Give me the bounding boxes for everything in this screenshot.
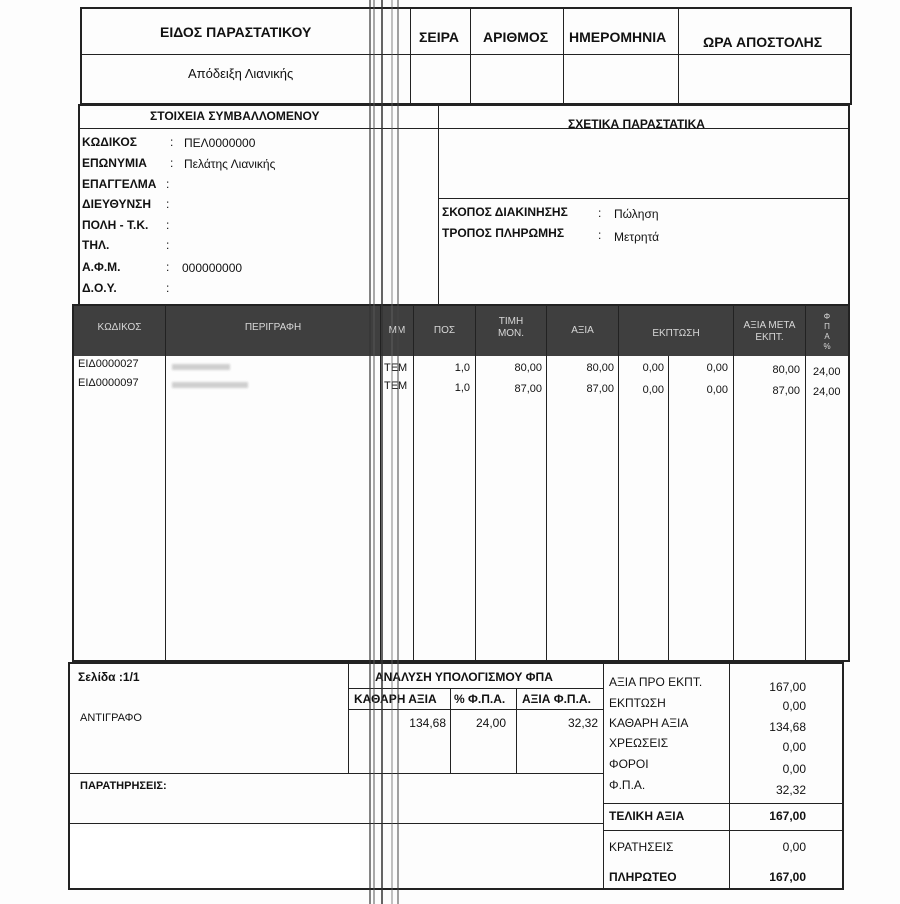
vat-amount-heading: ΑΞΙΑ Φ.Π.Α. <box>522 692 591 706</box>
invoice-page: ΕΙΔΟΣ ΠΑΡΑΣΤΑΤΙΚΟΥ ΣΕΙΡΑ ΑΡΙΘΜΟΣ ΗΜΕΡΟΜΗΝΙΑ ΩΡΑ ΑΠΟΣΤΟΛΗΣ Απόδειξη Λιανικής ΣΤΟΙΧΕΙΑ ΣΥΜΒΑΛΛΟΜΕΝΟΥ ΣΧΕΤΙΚΑ ΠΑΡΑΣΤΑΤΙΚΑ ΚΩΔΙΚΟΣ : ΠΕΛ0000000 ΕΠΩΝΥΜΙΑ : Πελάτης Λιανικής ΕΠΑΓΓΕΛΜΑ : ΔΙΕΥΘΥΝΣΗ : ΠΟΛΗ - Τ.Κ. : ΤΗΛ. : Α.Φ.Μ. : 000000000 Δ.Ο.Υ. : ΣΚΟΠΟΣ ΔΙΑΚΙΝΗΣΗΣ : Πώληση ΤΡΟΠΟΣ ΠΛΗΡΩΜΗΣ : Μετρητά ΚΩΔΙΚΟΣ ΠΕΡΙΓΡΑΦΗ ΜΜ ΠΟΣ ΤΙΜΗ ΜΟΝ. ΑΞΙΑ ΕΚΠΤΩΣΗ ΑΞΙΑ ΜΕΤΑ ΕΚΠΤ. Φ Π Α % ΕΙΔ0000027 ΤΕΜ 1,0 80,00 80,00 0,00 0,00 80,00 24,00 ΕΙΔ0000097 ΤΕΜ 1,0 87,00 87,00 0,00 0,00 87,00 24,00 Σελίδα :1/1 ΑΝΤΙΓΡΑΦΟ ΠΑΡΑΤΗΡΗΣΕΙΣ: ΑΝΑΛΥΣΗ ΥΠΟΛΟΓΙΣΜΟΥ ΦΠΑ ΚΑΘΑΡΗ ΑΞΙΑ % Φ.Π.Α. ΑΞΙΑ Φ.Π.Α. 134,68 24,00 32,32 ΑΞΙΑ ΠΡΟ ΕΚΠΤ. 167,00 ΕΚΠΤΩΣΗ 0,00 ΚΑΘΑΡΗ ΑΞΙΑ 134,68 ΧΡΕΩΣΕΙΣ 0,00 ΦΟΡΟΙ 0,00 Φ.Π.Α. 32,32 ΤΕΛΙΚΗ ΑΞΙΑ 167,00 ΚΡΑΤΗΣΕΙΣ 0,00 ΠΛΗΡΩΤΕΟ 167,00 <box>0 0 900 904</box>
row2-code: ΕΙΔ0000097 <box>78 377 139 389</box>
col-discount: ΕΚΠΤΩΣΗ <box>652 328 700 339</box>
summary-value-vat: 32,32 <box>775 783 806 797</box>
col-vat: Φ Π Α % <box>823 312 831 351</box>
summary-value-payable: 167,00 <box>769 870 806 884</box>
party-code-label: ΚΩΔΙΚΟΣ <box>82 135 137 149</box>
summary-label-total: ΤΕΛΙΚΗ ΑΞΙΑ <box>609 809 685 823</box>
row1-unit-price: 80,00 <box>514 362 542 374</box>
notes-label: ΠΑΡΑΤΗΡΗΣΕΙΣ: <box>80 780 167 792</box>
doc-type-heading: ΕΙΔΟΣ ΠΑΡΑΣΤΑΤΙΚΟΥ <box>160 24 312 40</box>
series-heading: ΣΕΙΡΑ <box>419 29 460 45</box>
row2-qty: 1,0 <box>454 382 470 394</box>
row2-unit: ΤΕΜ <box>384 380 408 392</box>
col-value: ΑΞΙΑ <box>571 325 594 336</box>
party-tax-office-label: Δ.Ο.Υ. <box>82 281 117 295</box>
summary-label-withholdings: ΚΡΑΤΗΣΕΙΣ <box>609 840 674 854</box>
copy-label: ΑΝΤΙΓΡΑΦΟ <box>80 712 142 724</box>
party-tax-id-value: 000000000 <box>182 261 243 275</box>
vat-net-value: 134,68 <box>409 716 446 730</box>
vat-amount: 32,32 <box>567 716 598 730</box>
summary-label-charges: ΧΡΕΩΣΕΙΣ <box>609 736 669 750</box>
movement-purpose-value: Πώληση <box>614 207 659 221</box>
row1-discount-pct: 0,00 <box>642 362 664 374</box>
summary-label-net: ΚΑΘΑΡΗ ΑΞΙΑ <box>609 716 689 730</box>
row2-discount-pct: 0,00 <box>642 384 664 396</box>
col-code: ΚΩΔΙΚΟΣ <box>97 322 142 333</box>
summary-value-charges: 0,00 <box>782 740 806 754</box>
col-value-after-discount: ΑΞΙΑ ΜΕΤΑ ΕΚΠΤ. <box>743 320 796 343</box>
summary-label-taxes: ΦΟΡΟΙ <box>609 757 649 771</box>
payment-method-label: ΤΡΟΠΟΣ ΠΛΗΡΩΜΗΣ <box>442 226 565 240</box>
row2-net-value: 87,00 <box>772 385 800 397</box>
summary-value-gross: 167,00 <box>769 680 806 694</box>
vat-net-value-heading: ΚΑΘΑΡΗ ΑΞΙΑ <box>354 692 437 706</box>
party-profession-label: ΕΠΑΓΓΕΛΜΑ <box>82 177 157 191</box>
row1-unit: ΤΕΜ <box>384 362 408 374</box>
vat-rate-heading: % Φ.Π.Α. <box>454 692 506 706</box>
party-address-label: ΔΙΕΥΘΥΝΣΗ <box>82 197 152 211</box>
vat-rate: 24,00 <box>475 716 506 730</box>
summary-label-vat: Φ.Π.Α. <box>609 778 646 792</box>
row1-net-value: 80,00 <box>772 364 800 376</box>
party-tax-id-label: Α.Φ.Μ. <box>82 260 121 274</box>
summary-value-taxes: 0,00 <box>782 762 806 776</box>
row2-discount: 0,00 <box>706 384 728 396</box>
party-heading: ΣΤΟΙΧΕΙΑ ΣΥΜΒΑΛΛΟΜΕΝΟΥ <box>150 109 320 123</box>
summary-value-net: 134,68 <box>769 720 806 734</box>
date-heading: ΗΜΕΡΟΜΗΝΙΑ <box>569 29 667 45</box>
party-phone-label: ΤΗΛ. <box>82 238 110 252</box>
movement-purpose-label: ΣΚΟΠΟΣ ΔΙΑΚΙΝΗΣΗΣ <box>442 205 568 219</box>
col-qty: ΠΟΣ <box>433 325 456 336</box>
related-docs-heading: ΣΧΕΤΙΚΑ ΠΑΡΑΣΤΑΤΙΚΑ <box>568 117 705 131</box>
summary-label-gross: ΑΞΙΑ ΠΡΟ ΕΚΠΤ. <box>609 675 703 689</box>
summary-label-discount: ΕΚΠΤΩΣΗ <box>609 696 666 710</box>
row1-value: 80,00 <box>586 362 614 374</box>
party-code-sep: : <box>170 135 174 149</box>
row2-value: 87,00 <box>586 383 614 395</box>
number-heading: ΑΡΙΘΜΟΣ <box>483 29 549 45</box>
row1-qty: 1,0 <box>454 362 470 374</box>
col-unit-price: ΤΙΜΗ ΜΟΝ. <box>497 316 525 339</box>
row1-discount: 0,00 <box>706 362 728 374</box>
row1-code: ΕΙΔ0000027 <box>78 358 139 370</box>
party-code-value: ΠΕΛ0000000 <box>184 136 256 150</box>
col-description: ΠΕΡΙΓΡΑΦΗ <box>244 322 302 333</box>
party-city-zip-label: ΠΟΛΗ - Τ.Κ. <box>82 218 149 232</box>
summary-label-payable: ΠΛΗΡΩΤΕΟ <box>609 870 677 884</box>
row1-vat: 24,00 <box>813 366 841 378</box>
row2-vat: 24,00 <box>813 386 841 398</box>
row2-unit-price: 87,00 <box>514 383 542 395</box>
summary-value-total: 167,00 <box>769 809 806 823</box>
doc-type-value: Απόδειξη Λιανικής <box>188 66 294 81</box>
summary-value-withholdings: 0,00 <box>782 840 806 854</box>
party-name-label: ΕΠΩΝΥΜΙΑ <box>82 156 147 170</box>
page-indicator: Σελίδα :1/1 <box>78 670 140 684</box>
vat-analysis-heading: ΑΝΑΛΥΣΗ ΥΠΟΛΟΓΙΣΜΟΥ ΦΠΑ <box>375 670 553 684</box>
summary-value-discount: 0,00 <box>782 699 806 713</box>
col-unit: ΜΜ <box>388 325 406 336</box>
party-name-value: Πελάτης Λιανικής <box>184 157 276 171</box>
payment-method-value: Μετρητά <box>614 230 660 244</box>
dispatch-time-heading: ΩΡΑ ΑΠΟΣΤΟΛΗΣ <box>703 34 823 50</box>
